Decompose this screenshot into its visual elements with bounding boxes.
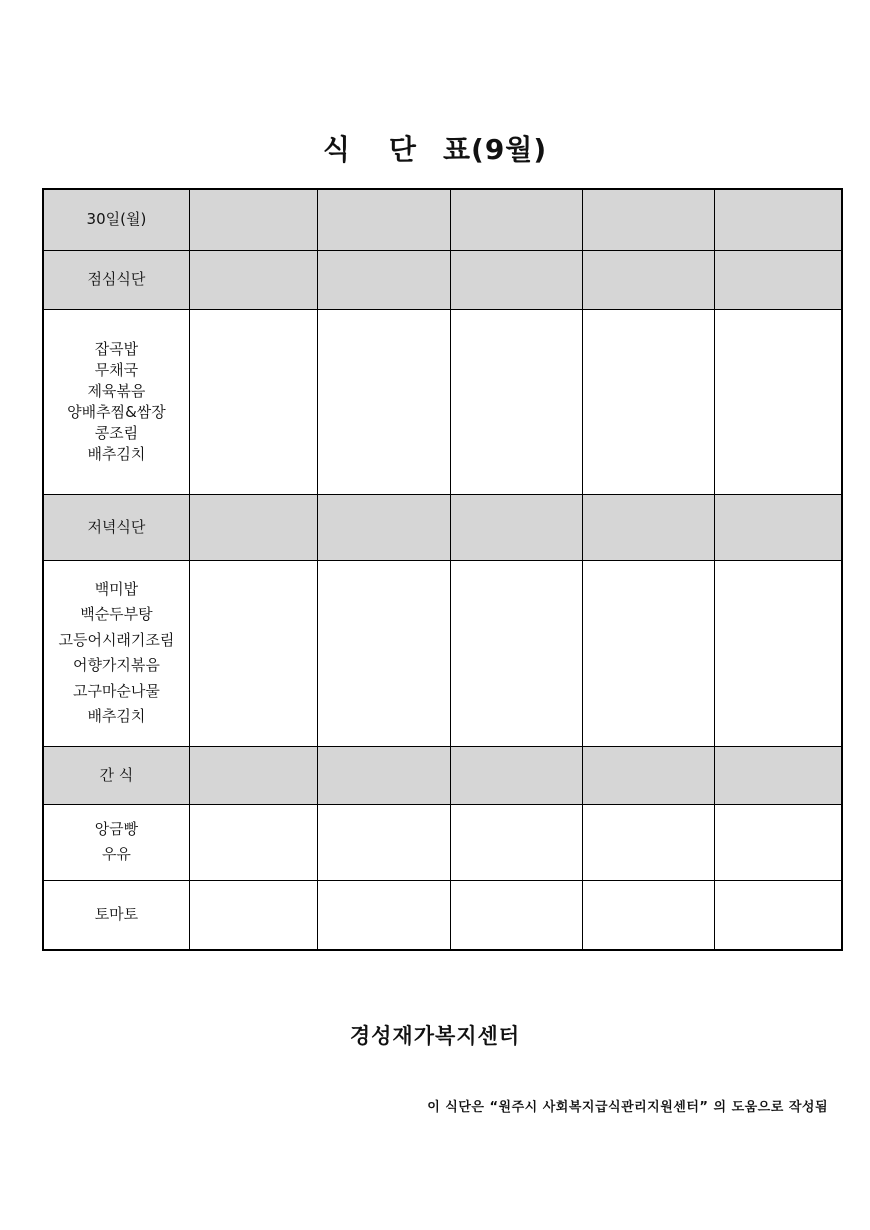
dinner-item-list: [44, 577, 189, 730]
list-item: 배추김치: [87, 707, 146, 725]
list-item: 잡곡밥: [94, 339, 139, 358]
empty-cell: [582, 560, 714, 746]
empty-cell: [582, 250, 714, 309]
list-item: 배추김치: [87, 444, 146, 463]
empty-cell: [450, 250, 582, 309]
title-part-1: 식: [322, 133, 351, 166]
empty-cell: [715, 250, 842, 309]
snack-items-row: [43, 804, 842, 880]
empty-cell: [450, 804, 582, 880]
dinner-header-row: [43, 494, 842, 560]
empty-cell: [582, 880, 714, 950]
list-item: 우유: [101, 845, 131, 863]
empty-cell: [189, 746, 317, 804]
empty-cell: [318, 494, 450, 560]
lunch-label: 점심식단: [43, 250, 189, 309]
empty-cell: [450, 880, 582, 950]
empty-cell: [715, 494, 842, 560]
list-item: 어향가지볶음: [72, 656, 160, 674]
list-item: 백미밥: [94, 579, 139, 598]
empty-cell: [189, 880, 317, 950]
empty-cell: [715, 880, 842, 950]
menu-table: [42, 188, 843, 951]
snack-label: 간 식: [43, 746, 189, 804]
empty-cell: [189, 494, 317, 560]
empty-cell: [582, 189, 714, 250]
list-item: 무채국: [94, 360, 139, 379]
empty-cell: [450, 494, 582, 560]
list-item: 백순두부탕: [80, 605, 153, 623]
lunch-header-row: [43, 250, 842, 309]
empty-cell: [715, 309, 842, 494]
page-title: [0, 128, 870, 168]
empty-cell: [582, 804, 714, 880]
snack-header-row: [43, 746, 842, 804]
empty-cell: [318, 309, 450, 494]
empty-cell: [450, 189, 582, 250]
dinner-label: 저녁식단: [43, 494, 189, 560]
empty-cell: [450, 309, 582, 494]
empty-cell: [715, 804, 842, 880]
empty-cell: [189, 309, 317, 494]
title-part-3: 표(9월): [442, 133, 548, 166]
empty-cell: [715, 189, 842, 250]
snack-items-cell: [43, 804, 189, 880]
empty-cell: [318, 746, 450, 804]
empty-cell: [189, 189, 317, 250]
date-row: [43, 189, 842, 250]
empty-cell: [715, 746, 842, 804]
list-item: 고구마순나물: [72, 681, 160, 700]
snack-extra-row: [43, 880, 842, 950]
empty-cell: [582, 494, 714, 560]
empty-cell: [189, 804, 317, 880]
lunch-item-list: [44, 339, 189, 465]
list-item: 양배추찜&쌈장: [67, 402, 166, 421]
lunch-items-cell: [43, 309, 189, 494]
empty-cell: [189, 250, 317, 309]
snack-extra-cell: 토마토: [43, 880, 189, 950]
empty-cell: [318, 804, 450, 880]
empty-cell: [582, 309, 714, 494]
list-item: 콩조림: [94, 423, 139, 442]
empty-cell: [318, 880, 450, 950]
snack-item-list: [44, 817, 189, 867]
empty-cell: [715, 560, 842, 746]
dinner-items-row: [43, 560, 842, 746]
list-item: 고등어시래기조림: [58, 630, 175, 649]
date-label: 30일(월): [43, 189, 189, 250]
title-part-2: 단: [388, 133, 417, 166]
empty-cell: [318, 250, 450, 309]
footnote: 이 식단은 “원주시 사회복지급식관리지원센터” 의 도움으로 작성됨: [427, 1100, 828, 1115]
empty-cell: [582, 746, 714, 804]
center-name: 경성재가복지센터: [349, 1024, 521, 1048]
empty-cell: [189, 560, 317, 746]
empty-cell: [450, 560, 582, 746]
lunch-items-row: [43, 309, 842, 494]
empty-cell: [450, 746, 582, 804]
empty-cell: [318, 560, 450, 746]
list-item: 제육볶음: [87, 381, 146, 400]
list-item: 앙금빵: [94, 820, 139, 838]
dinner-items-cell: [43, 560, 189, 746]
empty-cell: [318, 189, 450, 250]
